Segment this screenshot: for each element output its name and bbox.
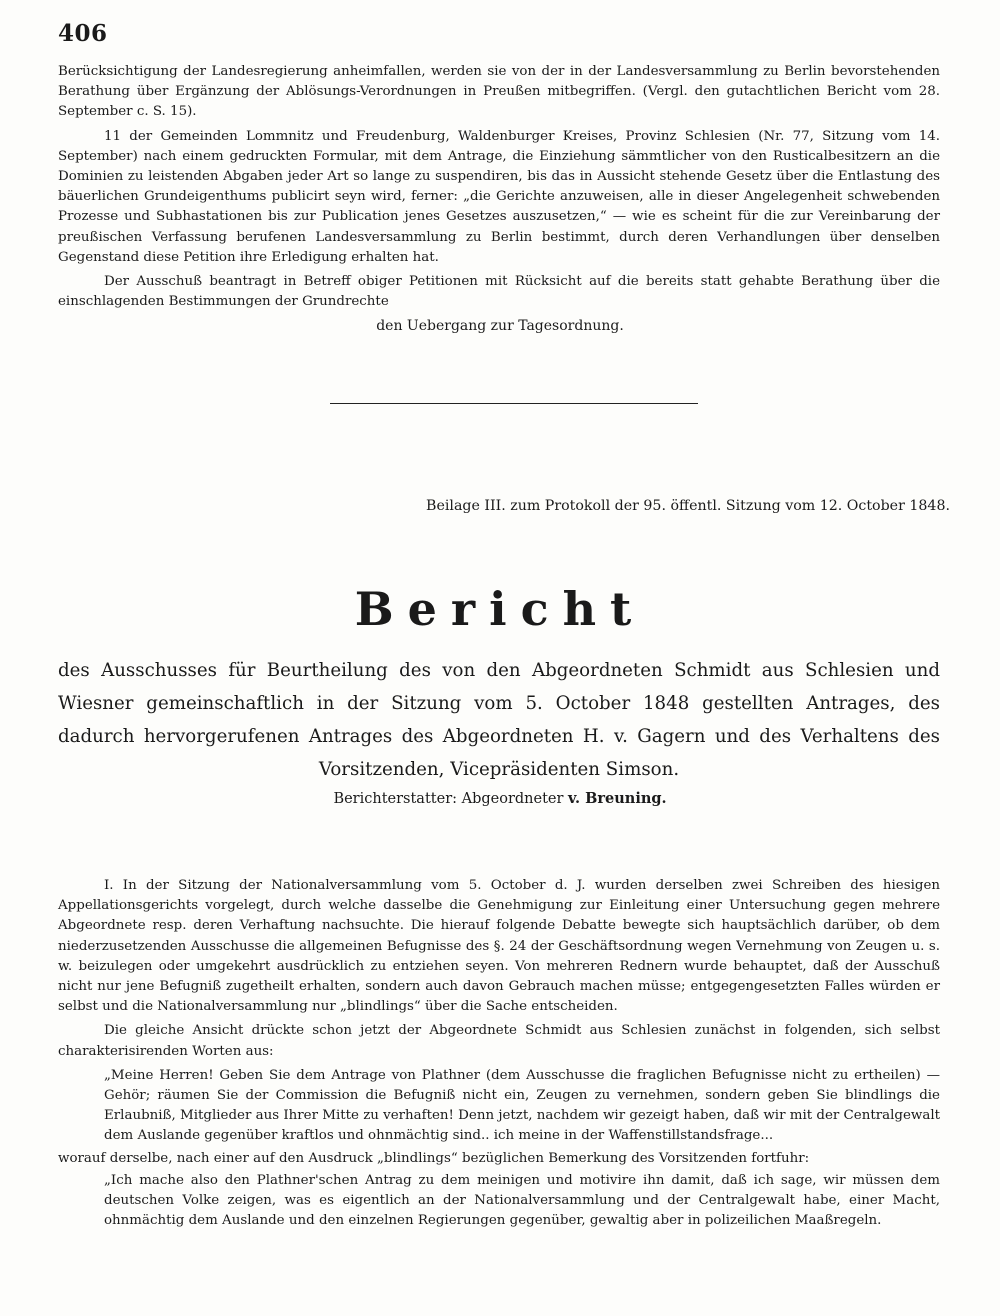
report-subtitle: des Ausschusses für Beurtheilung des von den Abgeordneten Schmidt aus Schlesien und Wiesner gemeinschaftlich in der Sitzung vom 5. October 1848 gestellten Antrages, des dadurch hervorgerufenen Antrages des Abgeordneten H. v. Gagern und des Verhaltens des Vorsitzenden, Vicepräsidenten Simson. <box>58 660 940 780</box>
paragraph-petition-11: 11 der Gemeinden Lommnitz und Freudenburg, Waldenburger Kreises, Provinz Schlesien (Nr. 77, Sitzung vom 14. September) nach einem gedruckten Formular, mit dem Antrage, die Einziehung sämmtlicher von den Rusticalbesitzern an die Dominien zu leistenden Abgaben jeder Art so lange zu suspendiren, bis das in Aussicht stehende Gesetz über die Entlastung des bäuerlichen Grundeigenthums publicirt seyn wird, ferner: „die Gerichte anzuweisen, alle in dieser Angelegenheit schwebenden Prozesse und Subhastationen bis zur Publication jenes Gesetzes auszusetzen,“ — wie es scheint für die zur Vereinbarung der preußischen Verfassung berufenen Landesversammlung zu Berlin bestimmt, durch deren Verhandlungen über denselben Gegenstand diese Petition ihre Erledigung erhalten hat. <box>58 128 940 265</box>
paragraph-continuation: Berücksichtigung der Landesregierung anheimfallen, werden sie von der in der Landesversammlung zu Berlin bevorstehenden Berathung über Ergänzung der Ablösungs-Verordnungen in Preußen mitbegriffen. (Vergl. den gutachtlichen Bericht vom 28. September c. S. 15). <box>58 64 940 120</box>
paragraph-committee-motion: Der Ausschuß beantragt in Betreff obiger Petitionen mit Rücksicht auf die bereits statt gehabte Berathung über die einschlagenden Bestimmungen der Grundrechte <box>58 274 940 310</box>
rapporteur-name: v. Breuning. <box>568 790 667 807</box>
body-paragraph-1: I. In der Sitzung der Nationalversammlung vom 5. October d. J. wurden derselben zwei Schreiben des hiesigen Appellationsgerichts vorgelegt, durch welche dasselbe die Genehmigung zur Einleitung einer Untersuchung gegen mehrere Abgeordnete resp. deren Verhaftung nachsuchte. Die hierauf folgende Debatte bewegte sich hauptsächlich darüber, ob dem niederzusetzenden Ausschusse die allgemeinen Befugnisse des §. 24 der Geschäftsordnung wegen Vernehmung von Zeugen u. s. w. beizulegen oder umgekehrt ausdrücklich zu entziehen seyen. Von mehreren Rednern wurde behauptet, daß der Ausschuß nicht nur jene Befugniß zugetheilt erhalten, sondern auch davon Gebrauch machen müsse; entgegengesetzten Falles würden er selbst und die Nationalversammlung nur „blindlings“ über die Sache entscheiden. <box>58 878 940 1015</box>
page-number: 406 <box>58 20 108 47</box>
body-paragraph-2: Die gleiche Ansicht drückte schon jetzt der Abgeordnete Schmidt aus Schlesien zunächst in folgenden, sich selbst charakterisirenden Worten aus: <box>58 1023 940 1059</box>
motion-agenda: den Uebergang zur Tagesordnung. <box>376 318 624 334</box>
quote-schmidt-2: „Ich mache also den Plathner'schen Antrag zu dem meinigen und motivire ihn damit, daß ich sage, wir müssen dem deutschen Volke zeigen, was es eigentlich an der Nationalversammlung und der Centralgewalt habe, einer Macht, ohnmächtig dem Auslande und den einzelnen Regierungen gegenüber, gewaltig aber in polizeilichen Maaßregeln. <box>104 1172 940 1229</box>
top-section <box>58 62 940 312</box>
body-paragraph-3: worauf derselbe, nach einer auf den Ausdruck „blindlings“ bezüglichen Bemerkung des Vorsitzenden fortfuhr: <box>58 1150 810 1166</box>
report-title: Bericht <box>354 582 646 636</box>
section-divider <box>330 403 698 404</box>
rapporteur-line <box>0 790 1000 807</box>
quote-schmidt-1: „Meine Herren! Geben Sie dem Antrage von Plathner (dem Ausschusse die fraglichen Befugnisse nicht zu ertheilen) — Gehör; räumen Sie der Commission die Befugniß nicht ein, Zeugen zu vernehmen, sondern geben Sie blindlings die Erlaubniß, Mitglieder aus Ihrer Mitte zu verhaften! Denn jetzt, nachdem wir gezeigt haben, daß wir mit der Centralgewalt dem Auslande gegenüber kraftlos und ohnmächtig sind.. ich meine in der Waffenstillstandsfrage... <box>104 1067 940 1144</box>
rapporteur-label: Berichterstatter: Abgeordneter <box>333 791 564 807</box>
report-body <box>58 876 940 1231</box>
beilage-line: Beilage III. zum Protokoll der 95. öffentl. Sitzung vom 12. October 1848. <box>426 498 950 514</box>
